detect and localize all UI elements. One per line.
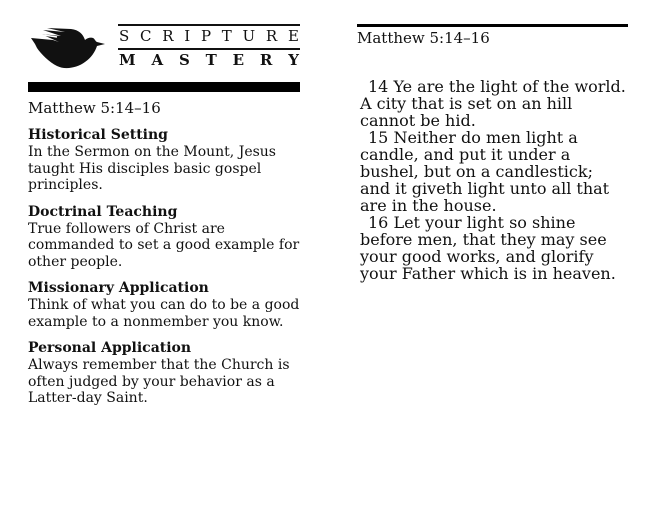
verse-14 xyxy=(360,78,628,129)
section-body: Always remember that the Church is often judged by your behavior as a Latter-day Saint. xyxy=(28,357,290,406)
scripture-card-back xyxy=(357,24,628,282)
logo-bottom-bar xyxy=(28,82,300,92)
dove-icon xyxy=(31,28,105,70)
section-heading: Historical Setting xyxy=(28,127,168,143)
verse-number: 16 xyxy=(368,213,389,232)
verse-list xyxy=(357,78,628,282)
section-heading: Doctrinal Teaching xyxy=(28,203,178,220)
section-body: True followers of Christ are commanded to set a good example for other people. xyxy=(28,220,300,270)
scripture-mastery-logo xyxy=(28,24,300,82)
verse-15 xyxy=(360,129,628,214)
section-heading: Missionary Application xyxy=(28,280,209,296)
logo-line-scripture: S C R I P T U R E xyxy=(119,27,299,45)
logo-line-mastery: M A S T E R Y xyxy=(119,51,299,69)
verse-text: Neither do men light a candle, and put it under a bushel, but on a candlestick; and it giveth light unto all that are in the house. xyxy=(360,128,610,215)
section-body: Think of what you can do to be a good example to a nonmember you know. xyxy=(28,297,300,330)
scripture-card-front xyxy=(28,24,300,407)
section-body: In the Sermon on the Mount, Jesus taught His disciples basic gospel principles. xyxy=(28,144,276,193)
verse-text: Let your light so shine before men, that they may see your good works, and glorify your Father which is in heaven. xyxy=(360,213,616,283)
section-heading: Personal Application xyxy=(28,340,192,356)
section-historical-setting xyxy=(28,126,300,194)
section-doctrinal-teaching xyxy=(28,203,300,271)
verse-number: 15 xyxy=(368,128,389,147)
section-personal-application xyxy=(28,339,300,407)
verse-16 xyxy=(360,214,628,282)
verse-text: Ye are the light of the world. A city that is set on an hill cannot be hid. xyxy=(360,77,626,130)
scripture-reference: Matthew 5:14–16 xyxy=(28,99,161,117)
scripture-reference: Matthew 5:14–16 xyxy=(357,29,490,47)
section-missionary-application xyxy=(28,279,300,330)
verse-number: 14 xyxy=(368,77,389,96)
logo-wordmark xyxy=(118,24,300,72)
top-rule xyxy=(357,24,628,27)
